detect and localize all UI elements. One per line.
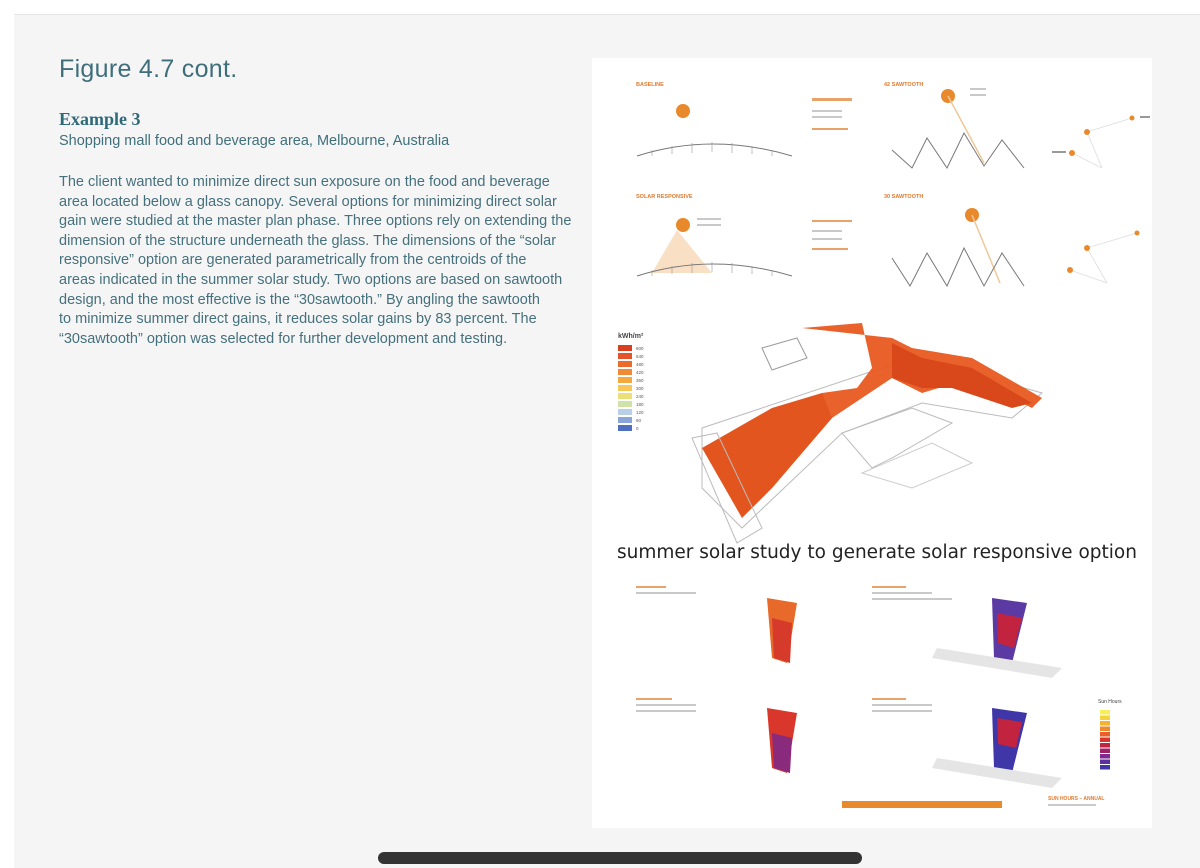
color-legend	[618, 345, 644, 431]
body-line: areas indicated in the summer solar study. Two options are based on sawtooth	[59, 271, 563, 288]
legend-swatch	[618, 425, 632, 431]
legend-swatch	[618, 353, 632, 359]
label-saw42: 42 SAWTOOTH	[884, 82, 924, 88]
body-paragraph	[59, 173, 579, 349]
sun-hours-swatch	[1100, 743, 1110, 748]
label-solar-responsive: SOLAR RESPONSIVE	[636, 194, 693, 200]
sun-icon	[676, 104, 690, 118]
legend-swatch	[618, 393, 632, 399]
solar-heatmap-model	[618, 323, 1042, 543]
body-line: to minimize summer direct gains, it reduces solar gains by 83 percent. The	[59, 311, 537, 328]
sawtooth30-diagram	[884, 194, 1140, 286]
legend-value: 60	[636, 418, 642, 423]
sun-hours-swatch	[1100, 765, 1110, 770]
legend-value: 180	[636, 402, 644, 407]
legend-swatch	[618, 369, 632, 375]
body-line: design, and the most effective is the “30sawtooth.” By angling the sawtooth	[59, 291, 540, 308]
legend-swatch	[618, 401, 632, 407]
footer-label: SUN HOURS – ANNUAL	[1048, 796, 1105, 802]
baseline-diagram	[636, 82, 852, 156]
body-line: “30sawtooth” option was selected for further development and testing.	[59, 330, 508, 347]
legend-value: 420	[636, 370, 644, 375]
body-line: gain were studied at the master plan phase. Three options rely on extending the	[59, 213, 572, 230]
sun-hours-swatch	[1100, 716, 1110, 721]
solar-responsive-diagram	[636, 194, 852, 276]
legend-value: 120	[636, 410, 644, 415]
sun-hours-swatch	[1100, 760, 1110, 765]
label-baseline: BASELINE	[636, 82, 664, 88]
legend-value: 480	[636, 362, 644, 367]
legend-value: 600	[636, 346, 644, 351]
example-title: Example 3	[59, 109, 141, 129]
legend-swatch	[618, 409, 632, 415]
figure-graphic	[592, 58, 1152, 828]
sun-hours-label: Sun Hours	[1098, 699, 1122, 705]
body-line: The client wanted to minimize direct sun exposure on the food and beverage	[59, 174, 550, 190]
sun-hours-swatch	[1100, 754, 1110, 759]
sun-hours-swatch	[1100, 738, 1110, 743]
sun-hours-legend	[1100, 710, 1110, 770]
example-subtitle: Shopping mall food and beverage area, Melbourne, Australia	[59, 133, 450, 149]
legend-swatch	[618, 377, 632, 383]
legend-value: 360	[636, 378, 644, 383]
horizontal-scrollbar[interactable]	[378, 852, 862, 864]
sawtooth42-diagram	[884, 82, 1150, 168]
legend-value: 540	[636, 354, 644, 359]
timeline-bar	[842, 801, 1002, 808]
legend-value: 0	[636, 426, 639, 431]
figure-title: Figure 4.7 cont.	[59, 55, 238, 83]
body-line: area located below a glass canopy. Several options for minimizing direct solar	[59, 193, 557, 210]
legend-swatch	[618, 361, 632, 367]
sun-hours-swatch	[1100, 732, 1110, 737]
label-saw30: 30 SAWTOOTH	[884, 194, 924, 200]
legend-swatch	[618, 345, 632, 351]
legend-swatch	[618, 385, 632, 391]
legend-value: 300	[636, 386, 644, 391]
sun-hours-swatch	[1100, 727, 1110, 732]
sun-hours-swatch	[1100, 749, 1110, 754]
document-page	[14, 14, 1200, 868]
summer-solar-study	[636, 586, 1122, 808]
figure-image	[592, 58, 1152, 828]
body-line: responsive” option are generated parametrically from the centroids of the	[59, 252, 527, 269]
sun-hours-swatch	[1100, 721, 1110, 726]
legend-value: 240	[636, 394, 644, 399]
legend-unit: kWh/m²	[618, 333, 644, 340]
figure-caption: summer solar study to generate solar responsive option	[617, 542, 1137, 563]
sun-icon	[676, 218, 690, 232]
body-line: dimension of the structure underneath the glass. The dimensions of the “solar	[59, 232, 557, 249]
legend-swatch	[618, 417, 632, 423]
sun-hours-swatch	[1100, 710, 1110, 715]
